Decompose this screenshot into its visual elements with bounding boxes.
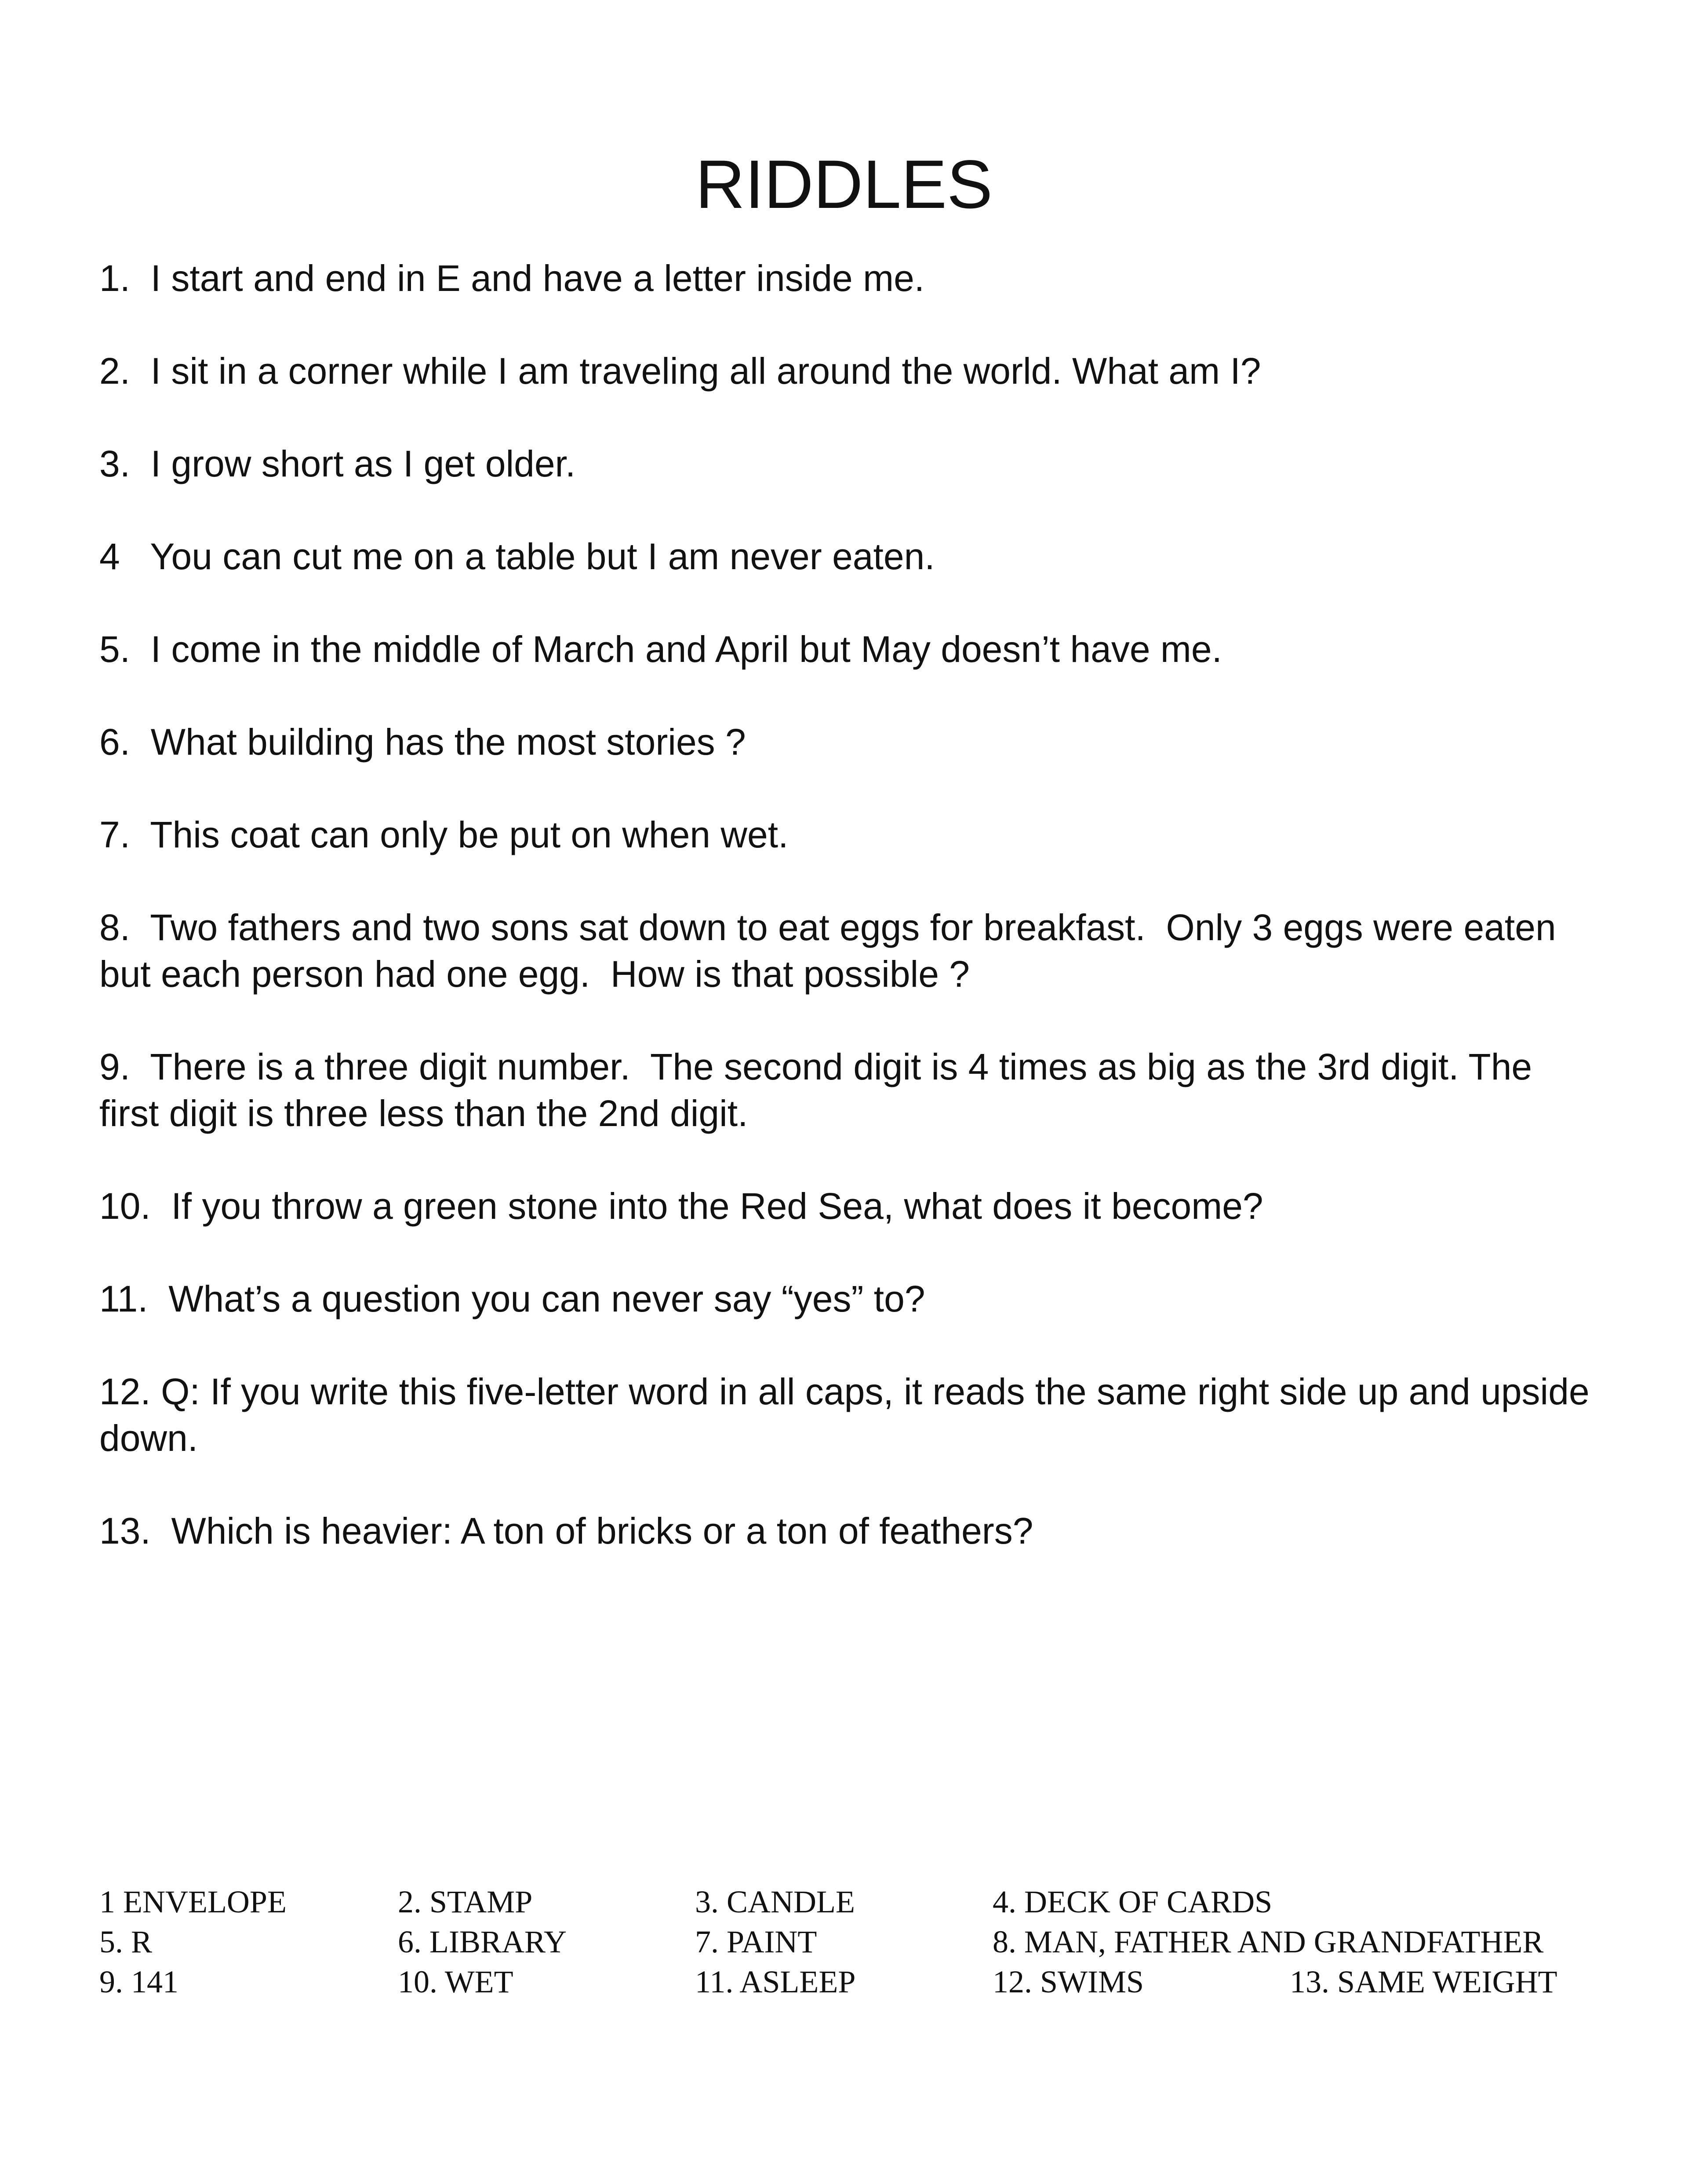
riddle-list: [99, 255, 1600, 1600]
answer-item: 1 ENVELOPE: [99, 1884, 287, 1919]
answer-item: 11. ASLEEP: [695, 1964, 856, 1999]
riddle-item: 9. There is a three digit number. The second digit is 4 times as big as the 3rd digit. The first digit is three less than the 2nd digit.: [99, 1046, 1542, 1134]
answer-item: 6. LIBRARY: [398, 1924, 567, 1959]
answer-item: 3. CANDLE: [695, 1884, 855, 1919]
riddle-item: 4 You can cut me on a table but I am never eaten.: [99, 536, 935, 577]
riddle-item: 12. Q: If you write this five-letter word in all caps, it reads the same right side up and upside down.: [99, 1371, 1600, 1459]
riddle-item: 13. Which is heavier: A ton of bricks or a ton of feathers?: [99, 1510, 1033, 1552]
answer-item: 8. MAN, FATHER AND GRANDFATHER: [993, 1924, 1544, 1959]
answer-item: 12. SWIMS: [993, 1964, 1144, 1999]
answer-item: 9. 141: [99, 1964, 178, 1999]
riddle-item: 1. I start and end in E and have a letter inside me.: [99, 258, 925, 299]
riddle-item: 8. Two fathers and two sons sat down to eat eggs for breakfast. Only 3 eggs were eaten but each person had one egg. How is that possible ?: [99, 907, 1567, 995]
answer-row: [99, 1962, 1594, 2002]
riddle-item: 10. If you throw a green stone into the Red Sea, what does it become?: [99, 1185, 1263, 1227]
riddle-item: 2. I sit in a corner while I am traveling all around the world. What am I?: [99, 350, 1261, 392]
answer-item: 2. STAMP: [398, 1884, 533, 1919]
riddle-item: 6. What building has the most stories ?: [99, 721, 746, 763]
answer-key: [99, 1882, 1594, 2002]
answer-item: 7. PAINT: [695, 1924, 817, 1959]
answer-row: [99, 1922, 1594, 1962]
riddle-item: 3. I grow short as I get older.: [99, 443, 576, 484]
page-title: RIDDLES: [695, 146, 993, 223]
answer-row: [99, 1882, 1594, 1922]
riddle-item: 5. I come in the middle of March and April but May doesn’t have me.: [99, 629, 1222, 670]
answer-item: 13. SAME WEIGHT: [1290, 1964, 1557, 1999]
riddle-item: 7. This coat can only be put on when wet.: [99, 814, 789, 855]
riddle-item: 11. What’s a question you can never say “yes” to?: [99, 1278, 925, 1319]
answer-item: 10. WET: [398, 1964, 513, 1999]
answer-item: 5. R: [99, 1924, 153, 1959]
answer-item: 4. DECK OF CARDS: [993, 1884, 1273, 1919]
